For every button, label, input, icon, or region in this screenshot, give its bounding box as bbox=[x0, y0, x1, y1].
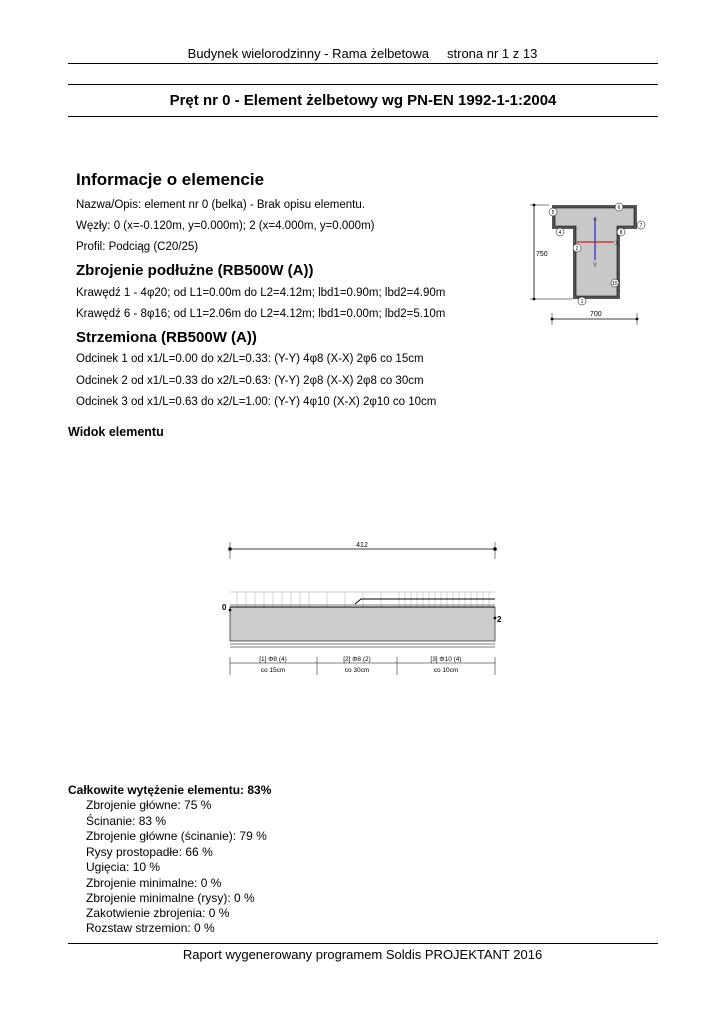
view-heading: Widok elementu bbox=[68, 425, 164, 439]
header-rule bbox=[68, 63, 658, 64]
top-reinforcement bbox=[355, 599, 495, 604]
edge-label-2: 2 bbox=[575, 246, 579, 252]
width-dimension-label: 700 bbox=[590, 311, 602, 318]
stirrups-line-2: Odcinek 2 od x1/L=0.33 do x2/L=0.63: (Y-Y) 2φ8 (X-X) 2φ8 co 30cm bbox=[76, 375, 424, 387]
segment-3-label: [3] Φ10 (4) bbox=[430, 656, 462, 663]
summary-item: Zakotwienie zbrojenia: 0 % bbox=[86, 906, 230, 920]
summary-item: Zbrojenie główne (ścinanie): 79 % bbox=[86, 829, 267, 843]
segment-1-label: [1] Φ8 (4) bbox=[259, 656, 287, 663]
axis-y-label-top: Y bbox=[593, 219, 598, 225]
segment-1-spacing: co 15cm bbox=[260, 667, 286, 674]
title-rule-bottom bbox=[68, 116, 658, 117]
summary-item: Ścinanie: 83 % bbox=[86, 814, 167, 828]
stirrups-line-3: Odcinek 3 od x1/L=0.63 do x2/L=1.00: (Y-Y) 4φ10 (X-X) 2φ10 co 10cm bbox=[76, 396, 437, 408]
info-profile: Profil: Podciąg (C20/25) bbox=[76, 241, 199, 253]
summary-title: Całkowite wytężenie elementu: 83% bbox=[68, 783, 272, 797]
summary-item: Zbrojenie minimalne: 0 % bbox=[86, 876, 222, 890]
stirrups-line-1: Odcinek 1 od x1/L=0.00 do x2/L=0.33: (Y-Y) 4φ8 (X-X) 2φ6 co 15cm bbox=[76, 353, 424, 365]
summary-item: Zbrojenie minimalne (rysy): 0 % bbox=[86, 891, 255, 905]
element-view-drawing bbox=[215, 535, 510, 680]
edge-label-7: 7 bbox=[639, 223, 643, 229]
axis-y-label-bottom: Y bbox=[593, 263, 598, 269]
info-heading: Informacje o elemencie bbox=[76, 170, 265, 189]
document-title: Budynek wielorodzinny - Rama żelbetowa bbox=[187, 46, 430, 61]
segment-2-label: [2] Φ8 (2) bbox=[343, 656, 371, 663]
summary-item: Zbrojenie główne: 75 % bbox=[86, 798, 212, 812]
info-name: Nazwa/Opis: element nr 0 (belka) - Brak opisu elementu. bbox=[76, 199, 365, 211]
longitudinal-line-1: Krawędź 1 - 4φ20; od L1=0.00m do L2=4.12m; lbd1=0.90m; lbd2=4.90m bbox=[76, 287, 446, 299]
footer-rule bbox=[68, 943, 658, 944]
summary-item: Rozstaw strzemion: 0 % bbox=[86, 921, 215, 935]
edge-label-5: 5 bbox=[551, 210, 555, 216]
span-dimension-label: 412 bbox=[356, 542, 368, 549]
page-number: strona nr 1 z 13 bbox=[447, 46, 538, 61]
longitudinal-line-2: Krawędź 6 - 8φ16; od L1=2.06m do L2=4.12m; lbd1=0.00m; lbd2=5.10m bbox=[76, 308, 446, 320]
node-start-label: 0 bbox=[222, 603, 227, 612]
edge-label-15: 15 bbox=[612, 281, 618, 287]
node-end-label: 2 bbox=[497, 615, 502, 624]
page-footer: Raport wygenerowany programem Soldis PROJEKTANT 2016 bbox=[182, 947, 543, 962]
edge-label-4: 4 bbox=[558, 230, 562, 236]
summary-item: Rysy prostopadłe: 66 % bbox=[86, 845, 213, 859]
axis-x-label: X bbox=[615, 241, 620, 247]
edge-label-8: 8 bbox=[619, 230, 623, 236]
edge-label-1: 1 bbox=[580, 299, 584, 305]
summary-item: Ugięcia: 10 % bbox=[86, 860, 161, 874]
segment-3-spacing: co 10cm bbox=[433, 667, 459, 674]
info-nodes: Węzły: 0 (x=-0.120m, y=0.000m); 2 (x=4.000m, y=0.000m) bbox=[76, 220, 375, 232]
page-header bbox=[0, 46, 725, 61]
title-rule-top bbox=[68, 84, 658, 85]
beam-body bbox=[230, 607, 495, 641]
segment-2-spacing: co 30cm bbox=[344, 667, 370, 674]
cross-section-drawing bbox=[525, 195, 655, 330]
height-dimension-label: 750 bbox=[536, 251, 548, 258]
edge-label-6: 6 bbox=[617, 205, 621, 211]
page-title: Pręt nr 0 - Element żelbetowy wg PN-EN 1992-1-1:2004 bbox=[169, 92, 557, 109]
longitudinal-heading: Zbrojenie podłużne (RB500W (A)) bbox=[76, 262, 314, 279]
stirrups-heading: Strzemiona (RB500W (A)) bbox=[76, 329, 257, 346]
